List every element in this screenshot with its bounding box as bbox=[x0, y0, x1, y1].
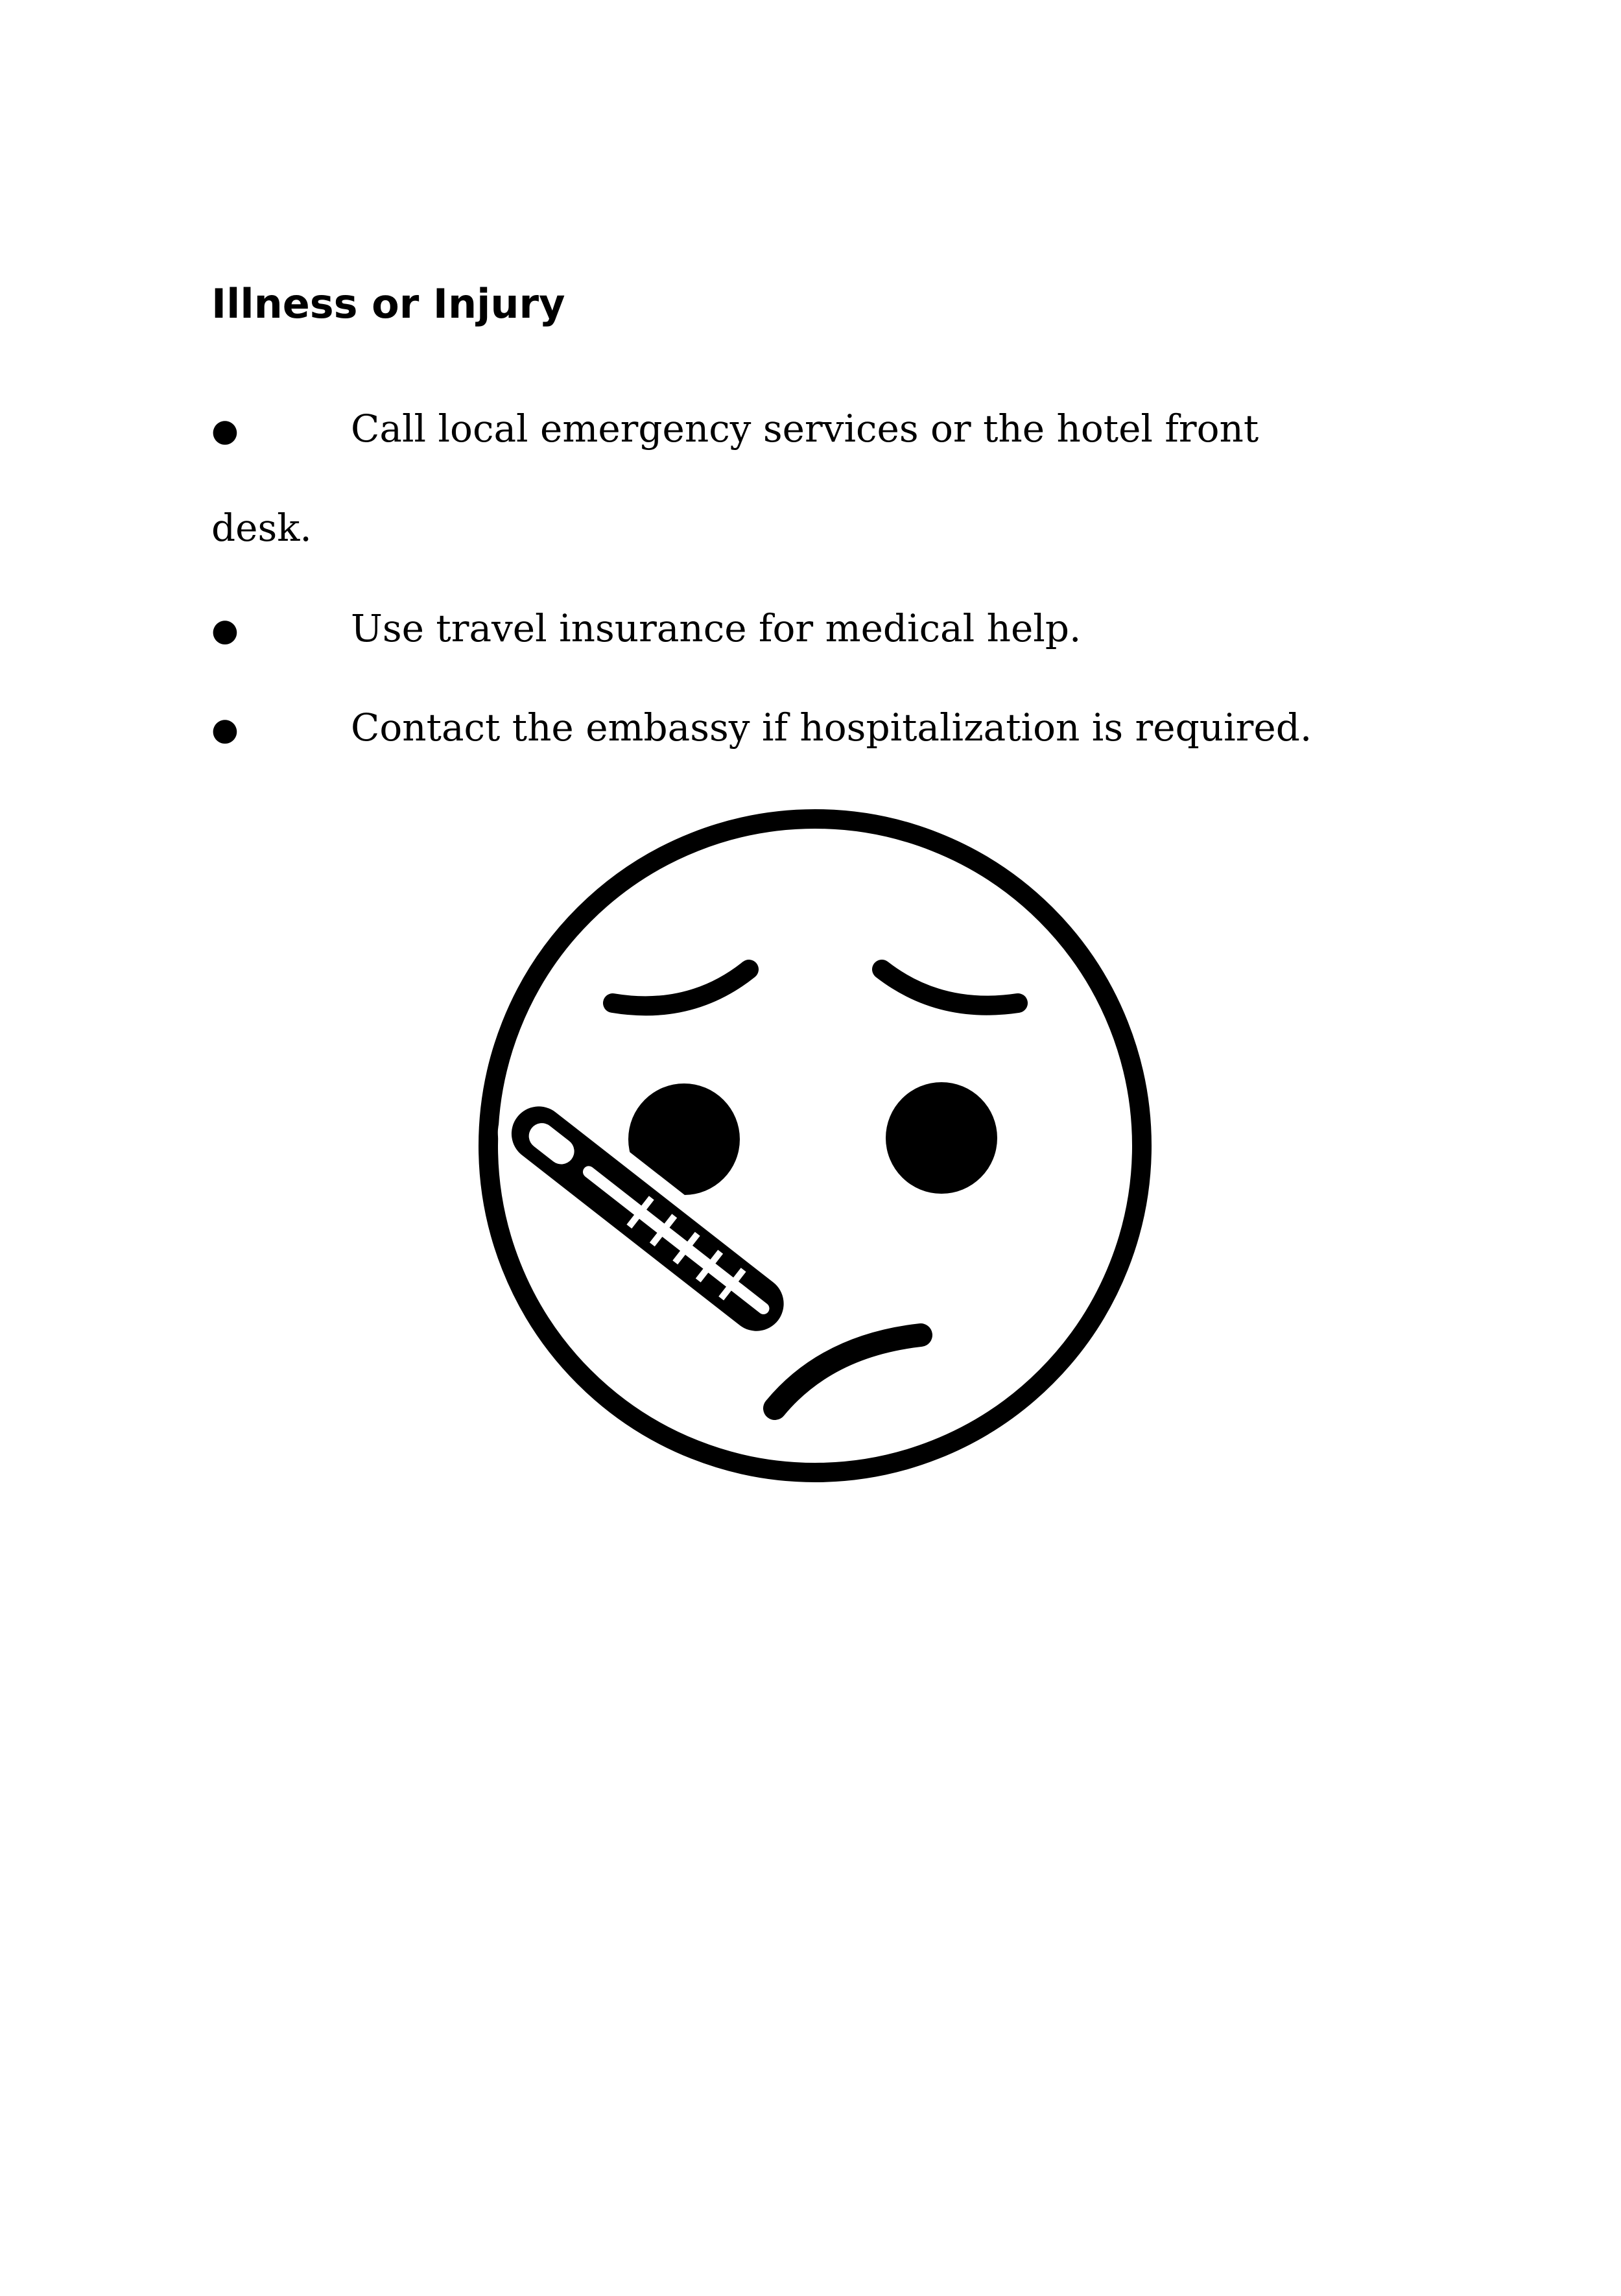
list-item-text: Contact the embassy if hospitalization is required. bbox=[351, 705, 1312, 750]
sick-face-with-thermometer-icon bbox=[477, 807, 1154, 1485]
bullet-marker: ● bbox=[211, 612, 239, 648]
bullet-marker: ● bbox=[211, 711, 239, 748]
section-heading: Illness or Injury bbox=[211, 280, 565, 327]
list-item-text-continuation: desk. bbox=[211, 506, 312, 550]
bullet-marker: ● bbox=[211, 412, 239, 449]
list-item-text: Use travel insurance for medical help. bbox=[351, 606, 1082, 650]
list-item-text: Call local emergency services or the hotel front bbox=[351, 407, 1259, 451]
